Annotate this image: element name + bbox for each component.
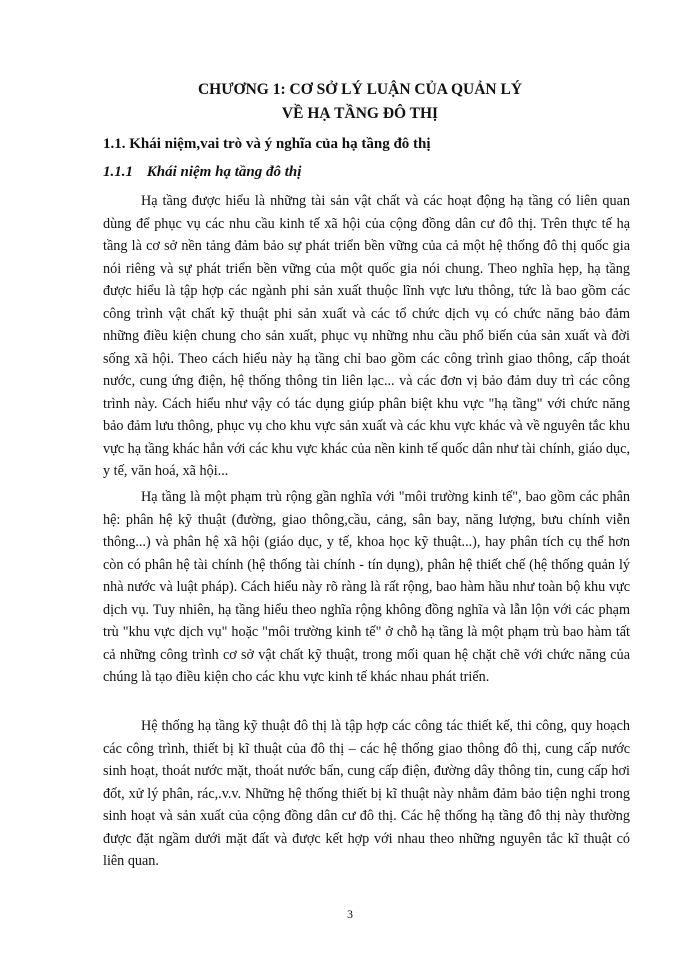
subsection-title: Khái niệm hạ tầng đô thị (146, 164, 302, 180)
chapter-title-line-2: VỀ HẠ TẦNG ĐÔ THỊ (281, 105, 439, 122)
chapter-title-line-1: CHƯƠNG 1: CƠ SỞ LÝ LUẬN CỦA QUẢN LÝ (197, 81, 523, 98)
page-number: 3 (347, 907, 353, 921)
paragraph-1: Hạ tầng được hiểu là những tài sản vật chất và các hoạt động hạ tầng có liên quan dùng để phục vụ các nhu cầu kinh tế xã hội của cộng đồng dân cư đô thị. Trên thực tế hạ tầng là cơ sở nền tảng đảm bảo sự phát triển bền vững của cả một hệ thống đô thị quốc gia nói riêng và sự phát triển bền vững của một quốc gia nói chung. Theo nghĩa hẹp, hạ tầng được hiểu là tập hợp các ngành phi sản xuất thuộc lĩnh vực lưu thông, tức là bao gồm các công trình vật chất kỹ thuật phi sản xuất và các tổ chức dịch vụ có chức năng bảo đảm những điều kiện chung cho sản xuất, phục vụ những nhu cầu phổ biến của sản xuất và đời sống xã hội. Theo cách hiểu này hạ tầng chỉ bao gồm các công trình giao thông, cấp thoát nước, cung ứng điện, hệ thống thông tin liên lạc... và các đơn vị bảo đảm duy trì các công trình này. Cách hiểu như vậy có tác dụng giúp phân biệt khu vực "hạ tầng" với chức năng bảo đảm lưu thông, phục vụ cho khu vực sản xuất và các khu vực khác và về nguyên tắc khu vực hạ tầng khác hẳn với các khu vực khác của nền kinh tế quốc dân như tài chính, giáo dục, y tế, văn hoá, xã hội... (103, 193, 630, 479)
paragraph-3: Hệ thống hạ tầng kỹ thuật đô thị là tập hợp các công tác thiết kế, thi công, quy hoạch các công trình, thiết bị kĩ thuật của đô thị – các hệ thống giao thông đô thị, cung cấp nước sinh hoạt, thoát nước mặt, thoát nước bẩn, cung cấp điện, đường dây thông tin, cung cấp hơi đốt, xử lý phân, rác,.v.v. Những hệ thống thiết bị kĩ thuật này nhằm đảm bảo tiện nghi trong sinh hoạt và sản xuất của cộng đồng dân cư đô thị. Các hệ thống hạ tầng đô thị này thường được đặt ngầm dưới mặt đất và được kết hợp với nhau theo những nguyên tắc kĩ thuật có liên quan. (103, 718, 630, 869)
section-heading: 1.1. Khái niệm,vai trò và ý nghĩa của hạ tầng đô thị (103, 136, 431, 152)
chapter-title (100, 78, 620, 126)
subsection-heading (103, 162, 623, 182)
paragraph-2: Hạ tầng là một phạm trù rộng gần nghĩa với "môi trường kinh tế", bao gồm các phân hệ: phân hệ kỹ thuật (đường, giao thông,cầu, cảng, sân bay, năng lượng, bưu chính viễn thông...) và phân hệ xã hội (giáo dục, y tế, khoa học kỹ thuật...), hay phân tích cụ thể hơn còn có phân hệ tài chính (hệ thống tài chính - tín dụng), phân hệ thiết chế (hệ thống quản lý nhà nước và luật pháp). Cách hiểu này rõ ràng là rất rộng, bao hàm hầu như toàn bộ khu vực dịch vụ. Tuy nhiên, hạ tầng hiểu theo nghĩa rộng không đồng nghĩa và lẫn lộn với các phạm trù "khu vực dịch vụ" hoặc "môi trường kinh tế" ở chỗ hạ tầng là một phạm trù bao hàm tất cả những công trình cơ sở vật chất kỹ thuật, trong mối quan hệ chặt chẽ với chức năng của chúng là tạo điều kiện cho các khu vực kinh tế khác nhau phát triển. (103, 489, 630, 685)
subsection-number: 1.1.1 (103, 164, 133, 180)
